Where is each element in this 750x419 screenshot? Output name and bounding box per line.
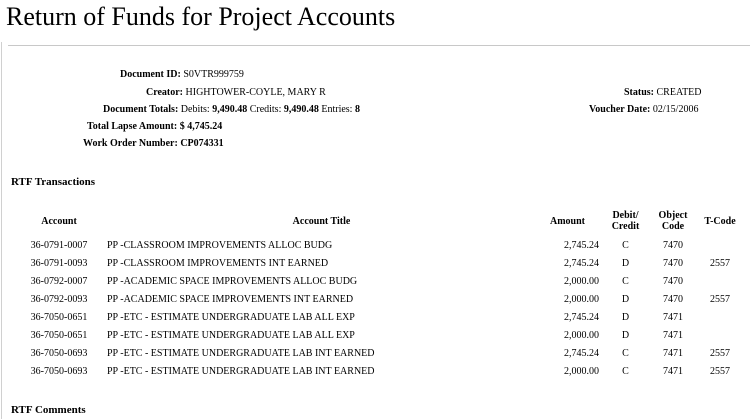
cell-object-code: 7471 <box>663 365 683 377</box>
voucher-date-label: Voucher Date: <box>589 104 651 115</box>
work-order-row <box>83 138 224 150</box>
debits-label: Debits: <box>180 104 210 115</box>
table-row <box>11 308 746 326</box>
cell-account: 36-7050-0651 <box>30 329 88 341</box>
cell-debit-credit: C <box>622 275 629 287</box>
cell-account-title: PP -ETC - ESTIMATE UNDERGRADUATE LAB ALL EXP <box>107 311 355 323</box>
col-object-code-line1: Object <box>658 210 688 221</box>
cell-debit-credit: D <box>621 329 630 341</box>
status-value: CREATED <box>656 87 702 98</box>
transactions-table <box>11 206 746 380</box>
creator-row <box>146 87 326 99</box>
table-row <box>11 362 746 380</box>
cell-debit-credit: C <box>622 239 629 251</box>
work-order-label: Work Order Number: <box>83 138 178 149</box>
cell-t-code <box>694 272 746 290</box>
cell-account: 36-0791-0093 <box>30 257 88 269</box>
col-amount: Amount <box>549 215 585 227</box>
total-lapse-label: Total Lapse Amount: <box>87 121 178 132</box>
col-debit-credit-line1: Debit/ <box>612 210 639 221</box>
cell-object-code: 7471 <box>663 347 683 359</box>
cell-amount: 2,000.00 <box>564 275 599 287</box>
left-border <box>1 42 2 419</box>
cell-account-title: PP -CLASSROOM IMPROVEMENTS INT EARNED <box>107 257 329 269</box>
cell-account-title: PP -ACADEMIC SPACE IMPROVEMENTS INT EARNED <box>107 293 354 305</box>
cell-account: 36-7050-0693 <box>30 347 88 359</box>
voucher-date-row <box>589 104 698 116</box>
col-t-code: T-Code <box>704 215 736 227</box>
debits-value: 9,490.48 <box>212 104 248 115</box>
total-lapse-value: $ 4,745.24 <box>179 121 223 132</box>
transactions-heading: RTF Transactions <box>11 176 96 188</box>
document-id-value: S0VTR999759 <box>183 69 244 80</box>
total-lapse-row <box>87 121 222 133</box>
table-row <box>11 254 746 272</box>
cell-amount: 2,745.24 <box>564 239 599 251</box>
cell-account-title: PP -ETC - ESTIMATE UNDERGRADUATE LAB ALL EXP <box>107 329 355 341</box>
table-row <box>11 290 746 308</box>
cell-object-code: 7470 <box>663 293 683 305</box>
cell-t-code <box>694 326 746 344</box>
page-title: Return of Funds for Project Accounts <box>6 2 396 31</box>
cell-amount: 2,000.00 <box>564 365 599 377</box>
cell-t-code: 2557 <box>710 293 730 305</box>
col-debit-credit-line2: Credit <box>611 221 640 232</box>
cell-t-code: 2557 <box>710 257 730 269</box>
cell-t-code <box>694 308 746 326</box>
credits-value: 9,490.48 <box>283 104 319 115</box>
cell-object-code: 7470 <box>663 257 683 269</box>
table-row <box>11 344 746 362</box>
entries-value: 8 <box>354 104 360 115</box>
table-row <box>11 236 746 254</box>
table-row <box>11 272 746 290</box>
document-id-label: Document ID: <box>120 69 181 80</box>
table-row <box>11 326 746 344</box>
work-order-value: CP074331 <box>180 138 224 149</box>
credits-label: Credits: <box>249 104 282 115</box>
cell-object-code: 7471 <box>663 329 683 341</box>
status-label: Status: <box>624 87 655 98</box>
cell-t-code: 2557 <box>710 365 730 377</box>
cell-debit-credit: D <box>621 257 630 269</box>
cell-object-code: 7470 <box>663 239 683 251</box>
document-totals-label: Document Totals: <box>103 104 179 115</box>
cell-debit-credit: C <box>622 347 629 359</box>
cell-account: 36-7050-0693 <box>30 365 88 377</box>
status-row <box>624 87 702 99</box>
col-object-code-line2: Code <box>661 221 685 232</box>
transactions-header-row <box>11 206 746 236</box>
cell-object-code: 7471 <box>663 311 683 323</box>
cell-account: 36-0792-0007 <box>30 275 88 287</box>
cell-account: 36-0791-0007 <box>30 239 88 251</box>
cell-account-title: PP -ETC - ESTIMATE UNDERGRADUATE LAB INT EARNED <box>107 347 375 359</box>
creator-label: Creator: <box>146 87 184 98</box>
cell-t-code <box>694 236 746 254</box>
cell-amount: 2,745.24 <box>564 257 599 269</box>
comments-heading: RTF Comments <box>11 404 86 416</box>
cell-debit-credit: D <box>621 311 630 323</box>
col-account-title: Account Title <box>292 215 351 227</box>
cell-account-title: PP -ETC - ESTIMATE UNDERGRADUATE LAB INT EARNED <box>107 365 375 377</box>
creator-value: HIGHTOWER-COYLE, MARY R <box>185 87 326 98</box>
cell-amount: 2,000.00 <box>564 329 599 341</box>
voucher-date-value: 02/15/2006 <box>652 104 699 115</box>
document-id-row <box>120 69 244 81</box>
cell-amount: 2,745.24 <box>564 347 599 359</box>
cell-debit-credit: C <box>622 365 629 377</box>
cell-account-title: PP -CLASSROOM IMPROVEMENTS ALLOC BUDG <box>107 239 333 251</box>
cell-t-code: 2557 <box>710 347 730 359</box>
cell-amount: 2,745.24 <box>564 311 599 323</box>
cell-account: 36-0792-0093 <box>30 293 88 305</box>
entries-label: Entries: <box>321 104 353 115</box>
document-totals-row <box>103 104 360 116</box>
col-debit-credit <box>599 206 652 236</box>
cell-account: 36-7050-0651 <box>30 311 88 323</box>
title-divider <box>8 45 750 46</box>
col-object-code <box>652 206 694 236</box>
cell-amount: 2,000.00 <box>564 293 599 305</box>
cell-debit-credit: D <box>621 293 630 305</box>
cell-object-code: 7470 <box>663 275 683 287</box>
col-account: Account <box>41 215 77 227</box>
cell-account-title: PP -ACADEMIC SPACE IMPROVEMENTS ALLOC BUDG <box>107 275 358 287</box>
